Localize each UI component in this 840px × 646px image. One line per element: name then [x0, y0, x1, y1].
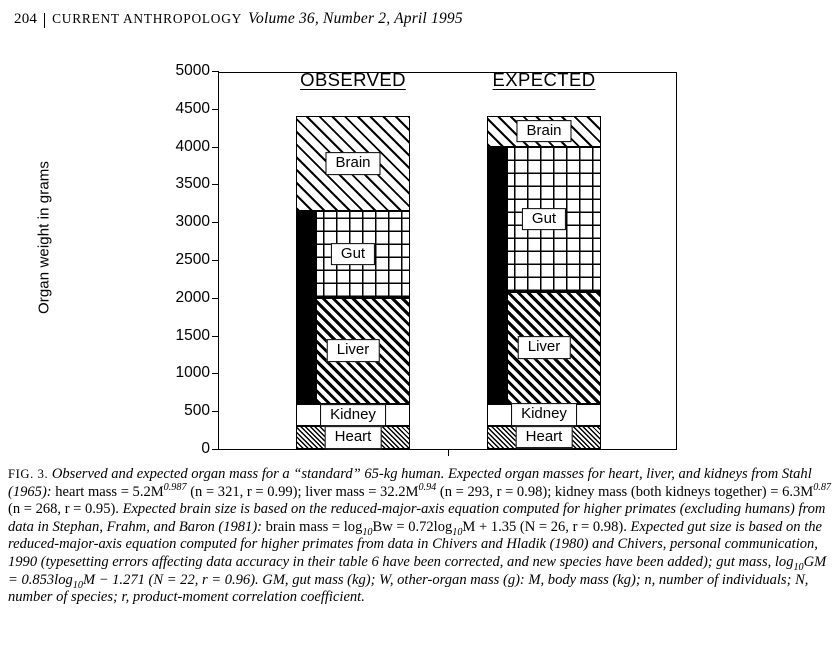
- caption-run: brain mass = log: [265, 518, 363, 535]
- caption-run: GM = 0.853log: [8, 553, 827, 588]
- running-head-divider: [44, 13, 45, 28]
- caption-run: Bw = 0.72log: [372, 518, 453, 535]
- segment-label-kidney: Kidney: [511, 403, 577, 425]
- y-tick-label: 1500: [175, 326, 210, 344]
- segment-label-liver: Liver: [518, 337, 571, 359]
- segment-label-brain: Brain: [325, 153, 380, 175]
- journal-name: CURRENT ANTHROPOLOGY: [52, 11, 243, 26]
- caption-run: 0.987: [163, 481, 187, 493]
- y-tick-label: 0: [201, 440, 210, 457]
- caption-run: 10: [362, 526, 373, 538]
- group-title-observed: OBSERVED: [300, 69, 406, 90]
- segment-label-liver: Liver: [327, 340, 380, 362]
- bar-shadow-band: [487, 147, 508, 404]
- y-tick-label: 3000: [175, 213, 210, 231]
- segment-label-kidney: Kidney: [320, 404, 386, 426]
- caption-run: 10: [793, 561, 804, 573]
- y-tick-label: 4000: [175, 137, 210, 155]
- y-tick-mark: [212, 71, 219, 72]
- caption-run: (n = 321, r = 0.99); liver mass = 32.2M: [186, 483, 419, 500]
- caption-run: Observed and expected organ mass for a “standard” 65-kg human. Expected organ masses for heart, liver, and kidneys from Stahl (1965):: [8, 466, 812, 500]
- figure-caption: [8, 466, 832, 607]
- caption-run: 0.94: [418, 481, 437, 493]
- caption-run: (n = 293, r = 0.98); kidney mass (both kidneys together) = 6.3M: [436, 483, 814, 500]
- y-tick-label: 4500: [175, 99, 210, 117]
- caption-label: FIG. 3.: [8, 467, 49, 481]
- running-head: [14, 8, 826, 30]
- y-tick-mark: [212, 373, 219, 374]
- y-tick-mark: [212, 298, 219, 299]
- segment-label-gut: Gut: [331, 243, 375, 265]
- plot-area: [175, 62, 677, 457]
- y-tick-label: 2000: [175, 288, 210, 306]
- caption-run: heart mass = 5.2M: [55, 483, 164, 500]
- y-tick-mark: [212, 184, 219, 185]
- y-tick-label: 5000: [175, 62, 210, 79]
- y-tick-mark: [212, 109, 219, 110]
- caption-run: 0.87: [813, 481, 831, 493]
- y-tick-mark: [212, 411, 219, 412]
- page-number: 204: [14, 10, 38, 27]
- y-tick-label: 2500: [175, 251, 210, 268]
- segment-label-heart: Heart: [516, 426, 573, 448]
- y-tick-label: 3500: [175, 175, 210, 193]
- caption-run: 10: [452, 526, 463, 538]
- group-title-expected: EXPECTED: [492, 69, 596, 90]
- segment-label-gut: Gut: [522, 208, 566, 230]
- y-tick-mark: [212, 260, 219, 261]
- x-axis-mid-tick: [448, 449, 449, 456]
- caption-run: Expected gut size is based on the reduced-major-axis equation computed for higher primates from data in Chivers and Hladik (1980) and Chivers, personal communication, 1990 (typesetting errors affecting data accuracy in their table 6 have been corrected, and new species have been added); gut mass, log: [8, 518, 822, 570]
- y-tick-label: 1000: [175, 364, 210, 382]
- bar-shadow-band: [296, 211, 317, 404]
- y-tick-mark: [212, 449, 219, 450]
- caption-run: M + 1.35 (N = 26, r = 0.98).: [462, 518, 631, 535]
- y-axis-label: Organ weight in grams: [35, 161, 53, 315]
- caption-run: Expected brain size is based on the reduced-major-axis equation computed for higher primates (excluding humans) from data in Stephan, Frahm, and Baron (1981):: [8, 501, 826, 535]
- segment-label-brain: Brain: [516, 120, 571, 142]
- y-tick-mark: [212, 336, 219, 337]
- y-tick-label: 500: [184, 402, 210, 420]
- caption-run: 10: [72, 579, 83, 591]
- caption-body: [8, 466, 831, 605]
- segment-label-heart: Heart: [325, 427, 382, 449]
- y-tick-mark: [212, 147, 219, 148]
- y-tick-mark: [212, 222, 219, 223]
- caption-run: (n = 268, r = 0.95).: [8, 501, 123, 518]
- volume-info: Volume 36, Number 2, April 1995: [248, 10, 463, 27]
- figure-3: [0, 46, 840, 464]
- caption-run: M − 1.271 (N = 22, r = 0.96). GM, gut mass (kg); W, other-organ mass (g): M, body mass (kg); n, number of individuals; N, number of species; r, product-moment correlation coefficient.: [8, 571, 809, 606]
